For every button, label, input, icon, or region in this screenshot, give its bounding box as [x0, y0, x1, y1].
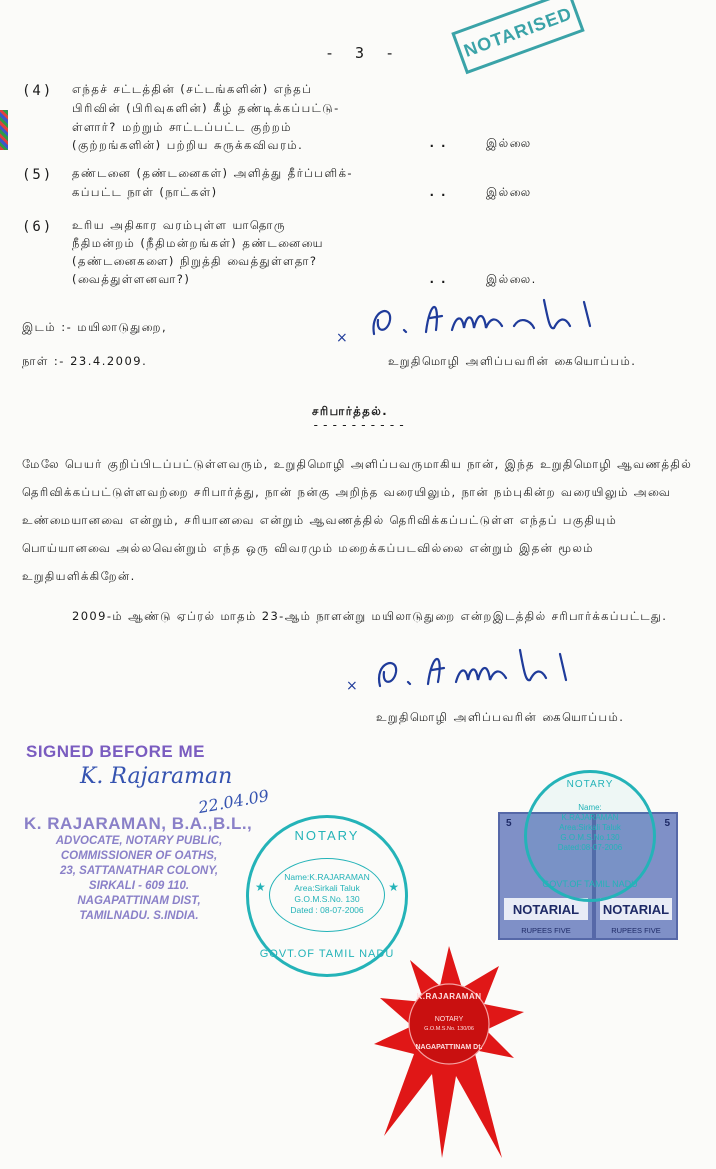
stamp-label: NOTARIAL [504, 898, 588, 920]
item-question-line: ள்ளார்? மற்றும் சாட்டப்பட்ட குற்றம் [72, 120, 292, 134]
signature-caption: உறுதிமொழி அளிப்பவரின் கையொப்பம். [376, 710, 625, 724]
item-question-line: எந்தச் சட்டத்தின் (சட்டங்களின்) எந்தப் [72, 82, 313, 96]
section-underline: ---------- [312, 417, 408, 432]
advocate-line: COMMISSIONER OF OATHS, [60, 850, 218, 862]
stamp-rupees: RUPEES FIVE [611, 926, 661, 935]
advocate-signature: K. Rajaraman [80, 764, 233, 789]
item-question-line: தண்டனை (தண்டனைகள்) அளித்து தீர்ப்பளிக்- [72, 166, 354, 180]
deponent-signature-1 [334, 290, 674, 350]
advocate-address-stamp [24, 814, 254, 924]
place-label: இடம் :- மயிலாடுதுறை, [22, 320, 168, 334]
notary-seal-line: Dated:08-07-2006 [557, 843, 623, 852]
advocate-signature-date: 22.04.09 [196, 785, 271, 818]
star-icon: ★ [255, 880, 266, 894]
stamp-label: NOTARIAL [600, 898, 672, 920]
item-answer: இல்லை. [486, 272, 537, 286]
notary-seal-bottom: GOVT.OF TAMIL NADU [259, 948, 395, 960]
advocate-line: NAGAPATTINAM DIST, [77, 895, 201, 907]
item-number: (4) [22, 83, 54, 99]
notary-seal-line: G.O.M.S.No. 130 [294, 894, 360, 904]
date-label: நாள் :- 23.4.2009. [22, 354, 148, 368]
notary-seal-line: G.O.M.S.No.130 [560, 833, 620, 842]
red-seal-middle: NOTARY [434, 1016, 464, 1023]
item-number: (6) [22, 219, 54, 235]
stamp-rupees: RUPEES FIVE [521, 926, 571, 935]
page-number: - 3 - [325, 44, 401, 62]
verification-paragraph: மேலே பெயர் குறிப்பிடப்பட்டுள்ளவரும், உறுதிமொழி அளிப்பவருமாகிய நான், இந்த உறுதிமொழி ஆவணத்தில் தெரிவிக்கப்பட்டுள்ளவற்றை சரிபார்த்து, நான் நன்கு அறிந்த வரையிலும், நான் நம்புகின்ற வரையிலும் அவை உண்மையானவை என்றும், சரியானவை என்றும் ஆவணத்தில் தெரிவிக்கப்பட்டுள்ள எந்தப் பகுதியும் பொய்யானவை அல்லவென்றும் எந்த ஒரு விவரமும் மறைக்கப்படவில்லை என்றும் இதன் மூலம் உறுதியளிக்கிறேன். [22, 457, 693, 583]
red-seal-small: G.O.M.S.No. 130/06 [424, 1026, 474, 1032]
notary-seal-bottom: GOVT.OF TAMIL NADU [542, 879, 638, 889]
section-heading: சரிபார்த்தல். [312, 404, 389, 418]
item-question-line: உரிய அதிகார வரம்புள்ள யாதொரு [72, 218, 287, 232]
item-question-line: (குற்றங்களின்) பற்றிய சுருக்கவிவரம். [72, 138, 304, 152]
notarised-stamp: NOTARISED [451, 0, 584, 74]
notary-seal-line: Area:Sirkali Taluk [559, 823, 621, 832]
binding-thread [0, 110, 8, 150]
notary-seal-small [524, 770, 656, 902]
notary-seal-top: NOTARY [566, 779, 614, 790]
svg-text:×: × [346, 678, 358, 694]
red-wax-seal [374, 946, 524, 1158]
deponent-signature-2 [344, 640, 664, 700]
item-dots: .. [428, 271, 452, 286]
item-answer: இல்லை [486, 185, 532, 199]
red-seal-top: K.RAJARAMAN [416, 992, 482, 1001]
red-seal-bottom: NAGAPATTINAM Dt. [415, 1044, 483, 1051]
closing-paragraph: 2009-ம் ஆண்டு ஏப்ரல் மாதம் 23-ஆம் நாளன்று மயிலாடுதுறை என்றஇடத்தில் சரிபார்க்கப்பட்டது. [72, 609, 668, 623]
notary-seal-line: Dated : 08-07-2006 [290, 905, 364, 915]
advocate-name: K. RAJARAMAN, B.A.,B.L., [24, 814, 253, 833]
notary-seal-line: Area:Sirkali Taluk [294, 883, 360, 893]
star-icon: ★ [388, 880, 399, 894]
stamp-denomination: 5 [664, 818, 670, 829]
svg-text:×: × [336, 330, 348, 346]
signature-caption: உறுதிமொழி அளிப்பவரின் கையொப்பம். [388, 354, 637, 368]
stamp-denomination: 5 [506, 818, 512, 829]
item-question-line: பிரிவின் (பிரிவுகளின்) கீழ் தண்டிக்கப்பட்டு- [72, 101, 340, 115]
signed-before-me: SIGNED BEFORE ME [26, 742, 205, 761]
notary-seal-line: Name: [578, 803, 602, 812]
item-question-line: (வைத்துள்ளனவா?) [72, 272, 191, 286]
notary-seal-line: K.RAJARAMAN [561, 813, 619, 822]
item-question-line: (தண்டனைகளை) நிறுத்தி வைத்துள்ளதா? [72, 254, 318, 268]
advocate-line: 23, SATTANATHAR COLONY, [59, 865, 219, 877]
item-question-line: நீதிமன்றம் (நீதிமன்றங்கள்) தண்டனையை [72, 236, 324, 250]
item-number: (5) [22, 167, 54, 183]
notary-seal-line: Name:K.RAJARAMAN [284, 872, 370, 882]
notary-seal-top: NOTARY [294, 828, 360, 843]
item-dots: .. [428, 135, 452, 150]
advocate-line: ADVOCATE, NOTARY PUBLIC, [55, 835, 223, 847]
advocate-line: SIRKALI - 609 110. [88, 880, 190, 892]
item-answer: இல்லை [486, 136, 532, 150]
item-question-line: கப்பட்ட நாள் (நாட்கள்) [72, 185, 218, 199]
item-dots: .. [428, 184, 452, 199]
advocate-line: TAMILNADU. S.INDIA. [79, 910, 199, 922]
